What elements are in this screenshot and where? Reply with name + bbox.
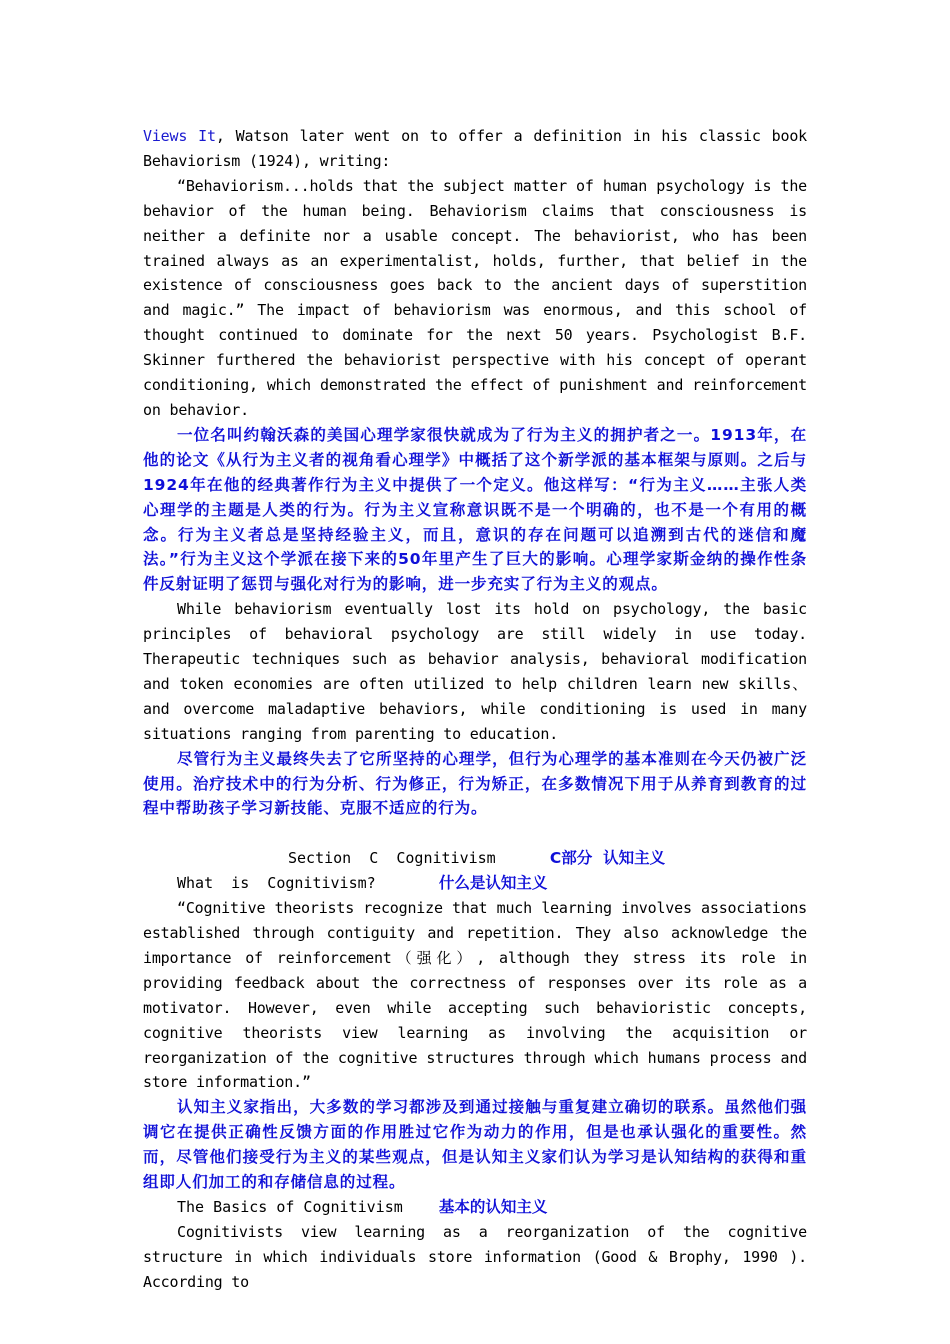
paragraph-cognitivists-view: Cognitivists view learning as a reorganization of the cognitive structure in which individuals store information (Good & Brophy, 1990 ). According to	[143, 1222, 807, 1291]
paragraph-chinese-translation-2: 尽管行为主义最终失去了它所坚持的心理学，但行为心理学的基本准则在今天仍被广泛使用。治疗技术中的行为分析、行为修正，行为矫正，在多数情况下用于从养育到教育的过程中帮助孩子学习新技能、克服不适应的行为。	[143, 749, 807, 818]
paragraph-text: “Cognitive theorists recognize that much learning involves associations established through contiguity and repetition. They also acknowledge the importance of reinforcement（	[143, 899, 807, 967]
document-page	[143, 124, 807, 1295]
basics-heading-cn: 基本的认知主义	[438, 1197, 548, 1216]
section-heading	[143, 846, 807, 871]
watson-quote: “Behaviorism...holds that the subject matter of human psychology is the behavior of the human being. Behaviorism claims that consciousness is neither a definite nor a usable concept. The behaviorist, who has been trained always as an experimentalist, holds, further, that belief in the existence of consciousness goes back to the ancient days of superstition and magic.”	[143, 176, 807, 320]
section-heading-cn: C部分 认知主义	[549, 849, 666, 868]
basics-heading	[143, 1195, 807, 1220]
paragraph-behaviorism-legacy: While behaviorism eventually lost its hold on psychology, the basic principles of behavioral psychology are still widely in use today. Therapeutic techniques such as behavior analysis, behavioral modification and token economies are often utilized to help children learn new skills、and overcome maladaptive behaviors, while conditioning is used in many situations ranging from parenting to education.	[143, 600, 807, 743]
paragraph-text: , Watson later went on to offer a definition in his classic book Behaviorism (1924), writing:	[143, 127, 808, 170]
paragraph-text: The impact of behaviorism was enormous, and this school of thought continued to dominate for the next 50 years. Psychologist B.F. Skinner furthered the behaviorist perspective with his concept of operant conditioning, which demonstrated the effect of punishment and reinforcement on behavior.	[143, 301, 808, 419]
paragraph-behaviorism-quote	[143, 174, 807, 423]
paragraph-watson-definition	[143, 124, 807, 174]
question-heading-en: What is Cognitivism?	[177, 874, 376, 893]
question-heading	[143, 871, 807, 896]
paragraph-chinese-translation-3: 认知主义家指出，大多数的学习都涉及到通过接触与重复建立确切的联系。虽然他们强调它在提供正确性反馈方面的作用胜过它作为动力的作用，但是也承认强化的重要性。然而，尽管他们接受行为主义的某些观点，但是认知主义家们认为学习是认知结构的获得和重组即人们加工的和存储信息的过程。	[143, 1098, 807, 1192]
basics-heading-en: The Basics of Cognitivism	[177, 1197, 403, 1216]
paragraph-text: ）, although they stress its role in providing feedback about the correctness of responses over its role as a motivator. However, even while accepting such behavioristic concepts, cognitive theorists view learning as involving the acquisition or reorganization of the cognitive structures through which humans process and store information.”	[143, 948, 808, 1092]
blank-line	[143, 821, 807, 846]
paragraph-chinese-translation-1: 一位名叫约翰沃森的美国心理学家很快就成为了行为主义的拥护者之一。1913年，在他的论文《从行为主义者的视角看心理学》中概括了这个新学派的基本框架与原则。之后与1924年在他的经典著作行为主义中提供了一个定义。他这样写：“行为主义……主张人类心理学的主题是人类的行为。行为主义宣称意识既不是一个明确的，也不是一个有用的概念。行为主义者总是坚持经验主义，而且，意识的存在问题可以追溯到古代的迷信和魔法。”行为主义这个学派在接下来的50年里产生了巨大的影响。心理学家斯金纳的操作性条件反射证明了惩罚与强化对行为的影响，进一步充实了行为主义的观点。	[143, 425, 807, 594]
section-heading-en: Section C Cognitivism	[288, 849, 496, 868]
paragraph-cognitive-theorists	[143, 896, 807, 1095]
question-heading-cn: 什么是认知主义	[438, 874, 548, 893]
views-it-link[interactable]: Views It	[143, 127, 216, 145]
reinforcement-gloss: 强化	[416, 948, 457, 967]
